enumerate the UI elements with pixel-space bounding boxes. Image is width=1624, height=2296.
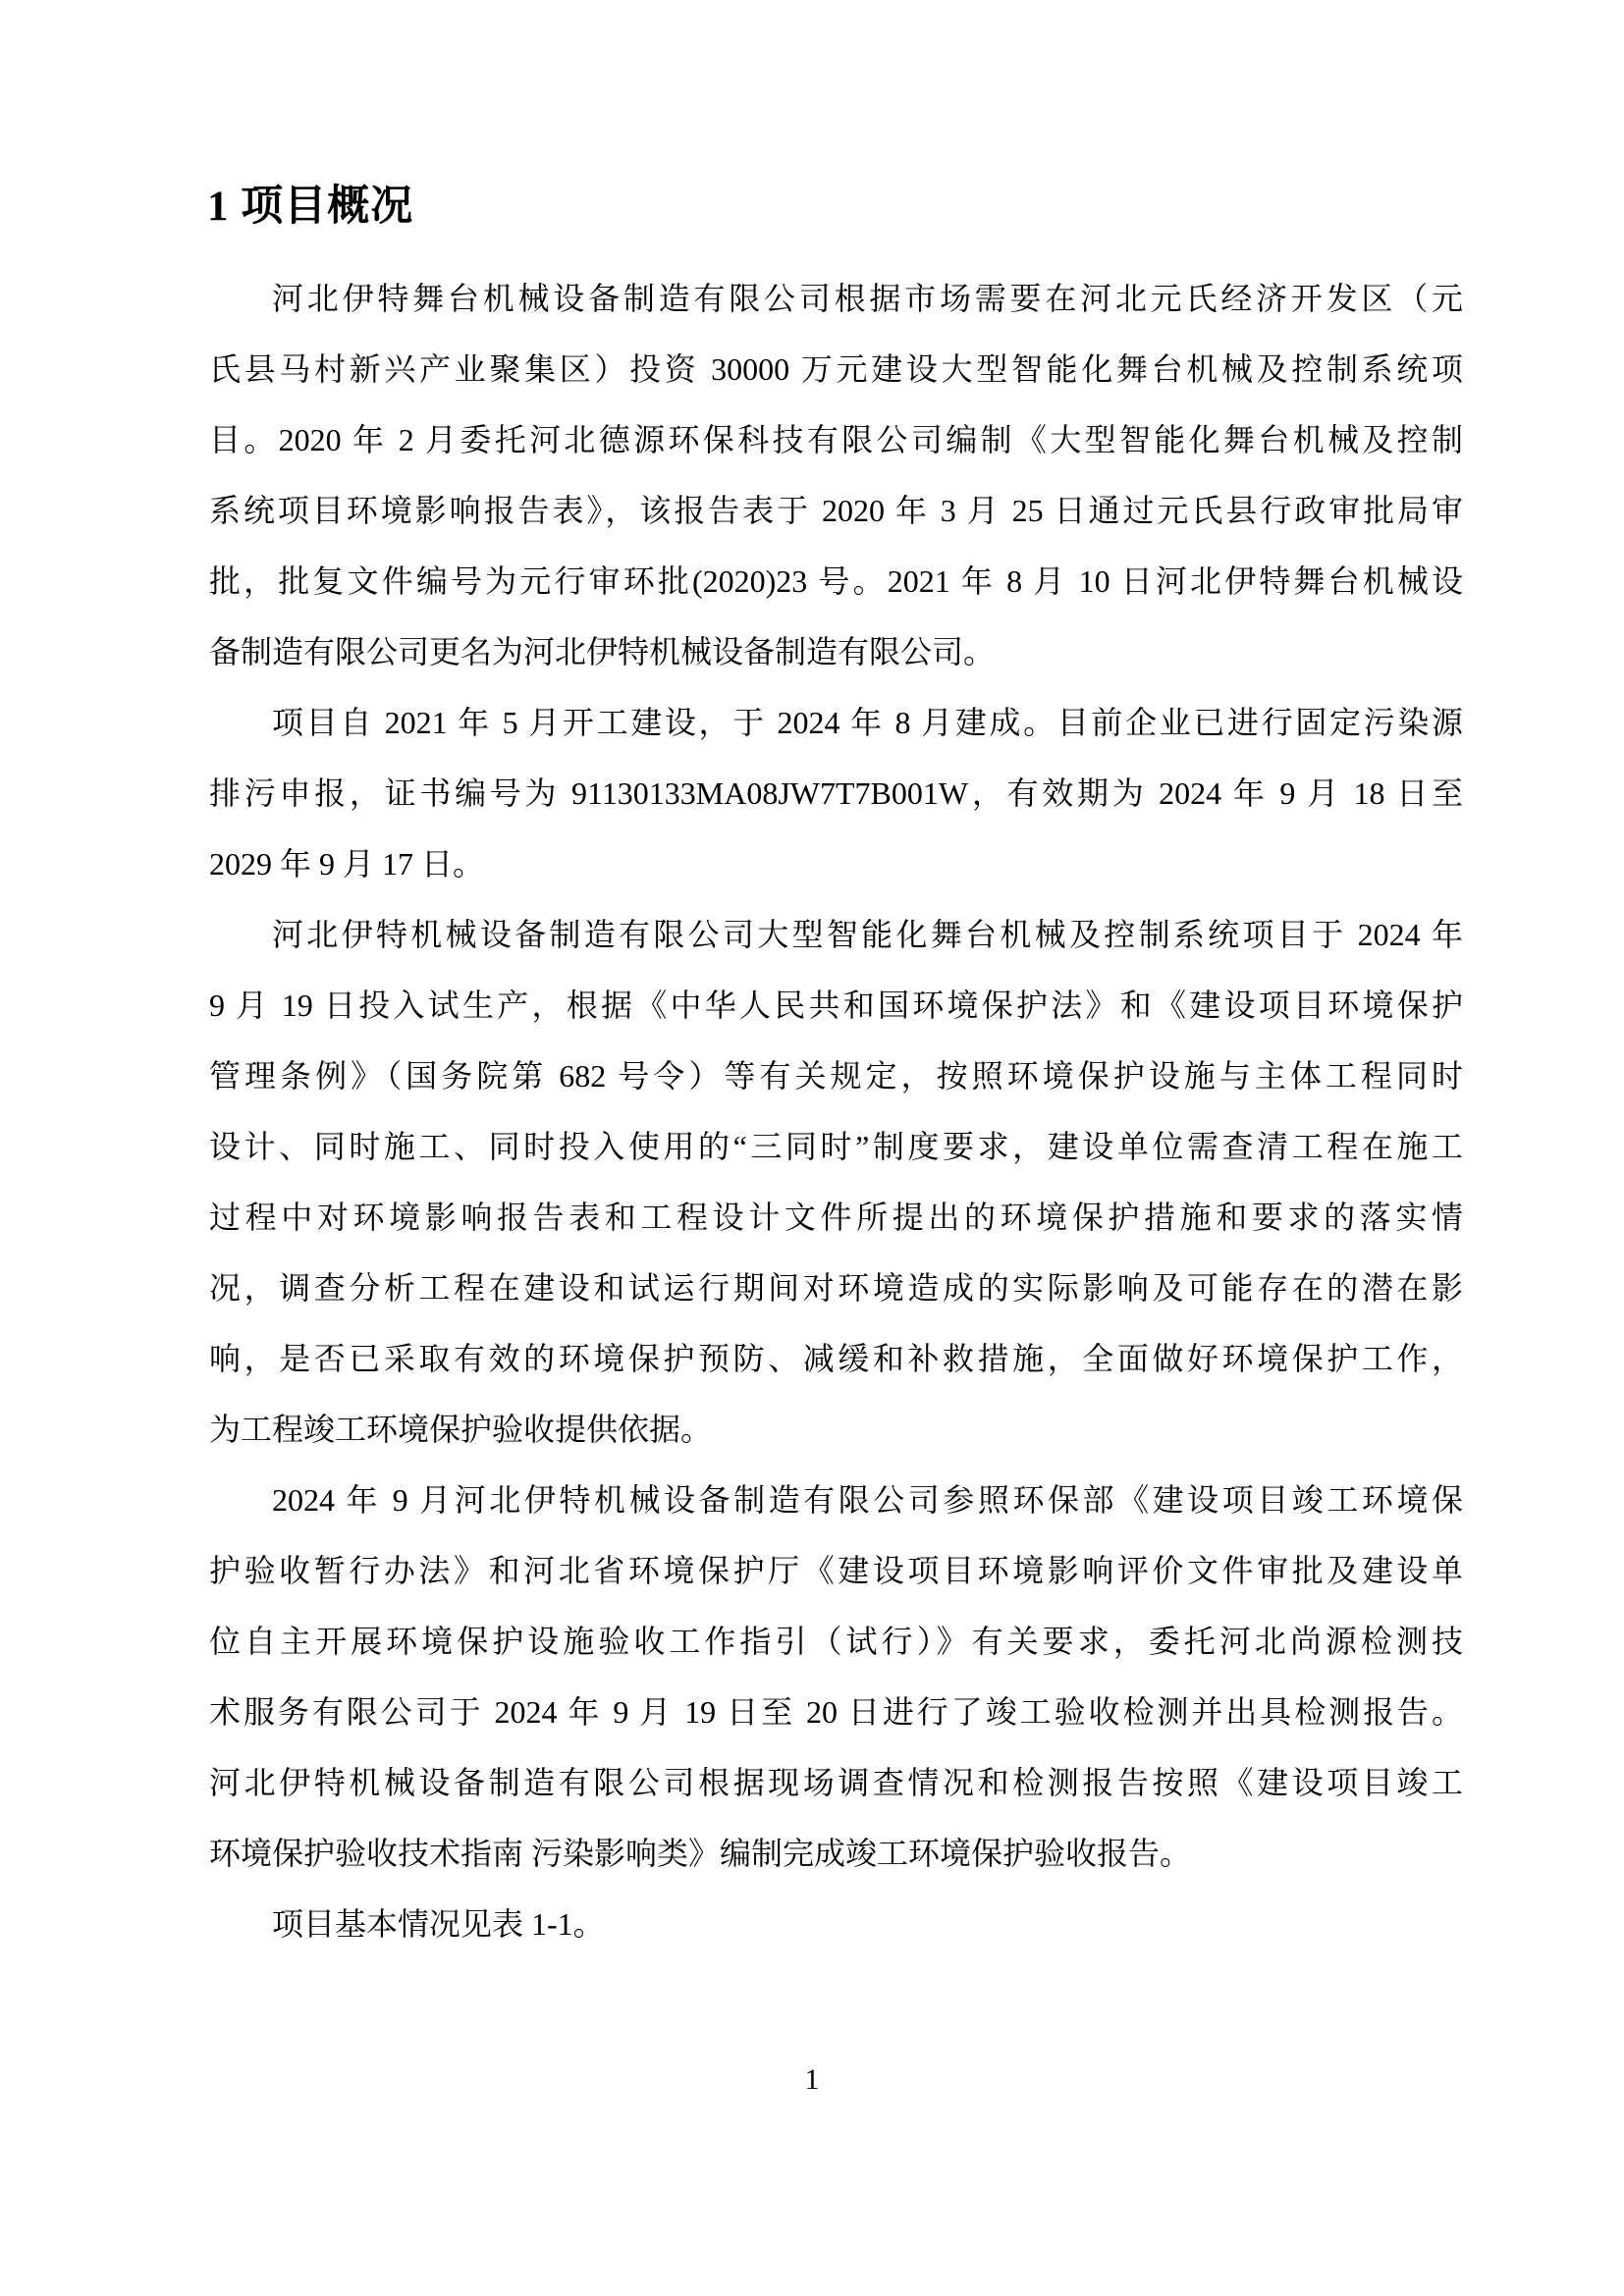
text-line: 2029 年 9 月 17 日。 [209, 846, 485, 881]
text-line: 为工程竣工环境保护验收提供依据。 [209, 1412, 713, 1447]
text-line: 管理条例》（国务院第 682 号令）等有关规定，按照环境保护设施与主体工程同时 [209, 1058, 1463, 1094]
text-line: 况，调查分析工程在建设和试运行期间对环境造成的实际影响及可能存在的潜在影 [209, 1270, 1463, 1306]
page-number: 1 [804, 2063, 820, 2096]
document-body [209, 263, 1463, 1959]
text-line: 9 月 19 日投入试生产，根据《中华人民共和国环境保护法》和《建设项目环境保护 [209, 988, 1463, 1023]
section-heading: 1 项目概况 [207, 184, 414, 230]
text-line: 河北伊特舞台机械设备制造有限公司根据市场需要在河北元氏经济开发区（元 [272, 281, 1463, 316]
text-line: 氏县马村新兴产业聚集区）投资 30000 万元建设大型智能化舞台机械及控制系统项 [209, 351, 1463, 387]
text-line: 过程中对环境影响报告表和工程设计文件所提出的环境保护措施和要求的落实情 [209, 1200, 1463, 1235]
text-line: 护验收暂行办法》和河北省环境保护厅《建设项目环境影响评价文件审批及建设单 [209, 1553, 1463, 1588]
text-line: 项目基本情况见表 1-1。 [272, 1906, 605, 1942]
text-line: 位自主开展环境保护设施验收工作指引（试行）》有关要求，委托河北尚源检测技 [209, 1624, 1463, 1659]
text-line: 术服务有限公司于 2024 年 9 月 19 日至 20 日进行了竣工验收检测并出具检测报告。 [209, 1694, 1463, 1730]
text-line: 环境保护验收技术指南 污染影响类》编制完成竣工环境保护验收报告。 [209, 1836, 1192, 1871]
text-line: 排污申报，证书编号为 91130133MA08JW7T7B001W，有效期为 2024 年 9 月 18 日至 [209, 775, 1463, 811]
text-line: 2024 年 9 月河北伊特机械设备制造有限公司参照环保部《建设项目竣工环境保 [272, 1482, 1463, 1518]
text-line: 备制造有限公司更名为河北伊特机械设备制造有限公司。 [209, 634, 996, 669]
text-line: 响，是否已采取有效的环境保护预防、减缓和补救措施，全面做好环境保护工作， [209, 1341, 1463, 1376]
text-line: 系统项目环境影响报告表》，该报告表于 2020 年 3 月 25 日通过元氏县行政审批局审 [209, 493, 1463, 528]
text-line: 设计、同时施工、同时投入使用的“三同时”制度要求，建设单位需查清工程在施工 [209, 1129, 1463, 1164]
text-line: 河北伊特机械设备制造有限公司根据现场调查情况和检测报告按照《建设项目竣工 [209, 1765, 1463, 1800]
text-line: 批，批复文件编号为元行审环批(2020)23 号。2021 年 8 月 10 日河北伊特舞台机械设 [209, 563, 1463, 599]
text-line: 项目自 2021 年 5 月开工建设，于 2024 年 8 月建成。目前企业已进行固定污染源 [272, 705, 1463, 740]
text-line: 河北伊特机械设备制造有限公司大型智能化舞台机械及控制系统项目于 2024 年 [272, 917, 1463, 952]
text-line: 目。2020 年 2 月委托河北德源环保科技有限公司编制《大型智能化舞台机械及控制 [209, 422, 1463, 457]
